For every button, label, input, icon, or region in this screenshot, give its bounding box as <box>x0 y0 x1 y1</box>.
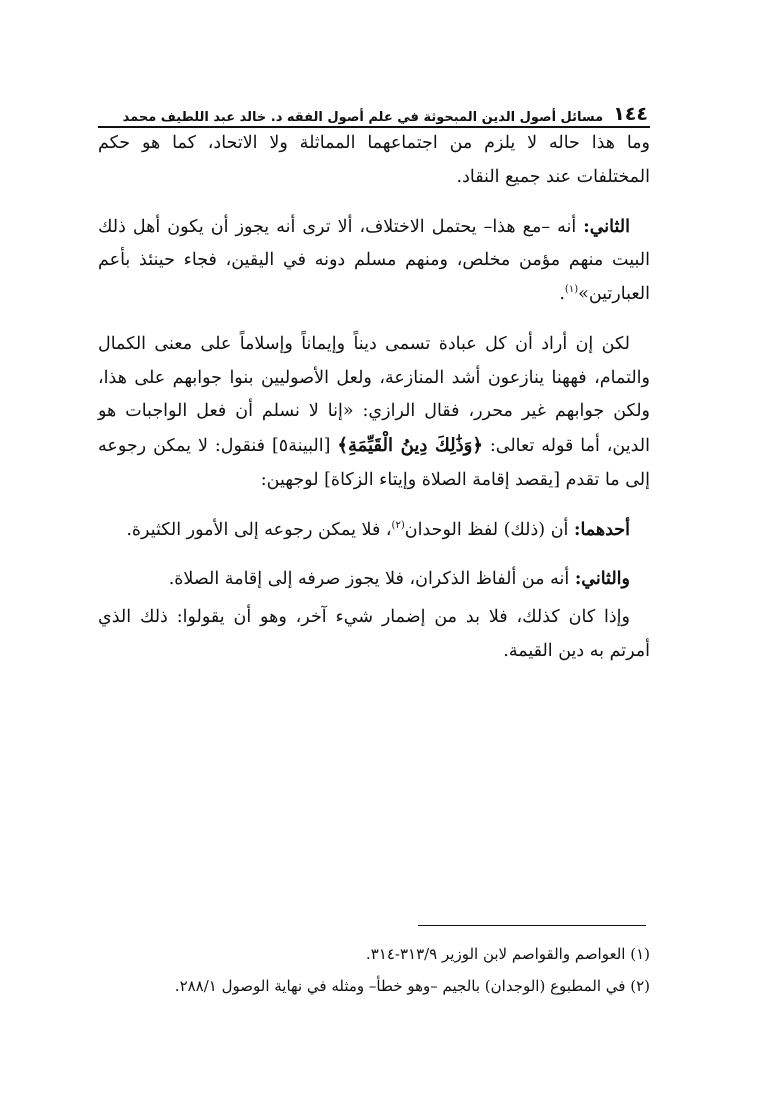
paragraph-6 <box>98 601 650 669</box>
footnote-rule <box>418 925 646 926</box>
paragraph-3 <box>98 328 650 498</box>
body-text <box>98 127 650 685</box>
footnotes <box>98 938 650 1003</box>
paragraph-3-end: فنقول: لا يمكن رجوعه إلى ما تقدم [يقصد إقامة الصلاة وإيتاء الزكاة] لوجهين: <box>98 436 650 490</box>
paragraph-5-text: أنه من ألفاظ الذكران، فلا يجوز صرفه إلى إقامة الصلاة. <box>168 569 575 590</box>
paragraph-4 <box>98 514 650 548</box>
paragraph-2 <box>98 211 650 312</box>
quran-verse: ﴿وَذَٰلِكَ دِينُ الْقَيِّمَةِ﴾ <box>337 435 483 457</box>
paragraph-1-text: وما هذا حاله لا يلزم من اجتماعهما المماثلة ولا الاتحاد، كما هو حكم المختلفات عند جميع النقاد. <box>98 133 650 187</box>
paragraph-4-end: ، فلا يمكن رجوعه إلى الأمور الكثيرة. <box>126 519 392 540</box>
paragraph-2-end: . <box>559 284 565 305</box>
page-number: ١٤٤ <box>613 103 648 125</box>
footnote-ref-2: (٢) <box>391 519 405 531</box>
running-header <box>100 97 648 125</box>
paragraph-5 <box>98 563 650 597</box>
paragraph-6-text: وإذا كان كذلك، فلا بد من إضمار شيء آخر، وهو أن يقولوا: ذلك الذي أمرتم به دين القيمة. <box>98 607 650 661</box>
footnote-2: (٢) في المطبوع (الوجدان) بالجيم –وهو خطأ– ومثله في نهاية الوصول ٢٨٨/١. <box>174 977 650 996</box>
footnote-1: (١) العواصم والقواصم لابن الوزير ٣١٣/٩-٣١٤. <box>365 945 650 963</box>
term-second: الثاني: <box>583 216 630 237</box>
running-title: مسائل أصول الدين المبحوثة في علم أصول الفقه د. خالد عبد اللطيف محمد <box>122 110 604 125</box>
paragraph-1 <box>98 127 650 195</box>
footnote-ref-1: (١) <box>564 284 579 296</box>
term-second-b: والثاني: <box>574 569 630 590</box>
paragraph-4-text: أن (ذلك) لفظ الوحدان <box>404 519 574 540</box>
paragraph-2-text: أنه –مع هذا– يحتمل الاختلاف، ألا ترى أنه يجوز أن يكون أهل ذلك البيت منهم مؤمن مخلص، ومنهم مسلم دونه في اليقين، فجاء حينئذ بأعم العبارتين» <box>98 216 650 305</box>
paragraph-3-text: لكن إن أراد أن كل عبادة تسمى ديناً وإيماناً وإسلاماً على معنى الكمال والتمام، فههنا ينازعون أشد المنازعة، ولعل الأصوليين بنوا جوابهم على هذا، ولكن جوابهم غير محرر، فقال الرازي: «إنا لا نسلم أن فعل الواجبات هو الدين، أما قوله تعالى: <box>98 333 651 457</box>
quran-reference: [البينة٥] <box>265 436 338 457</box>
term-first: أحدهما: <box>573 519 630 540</box>
